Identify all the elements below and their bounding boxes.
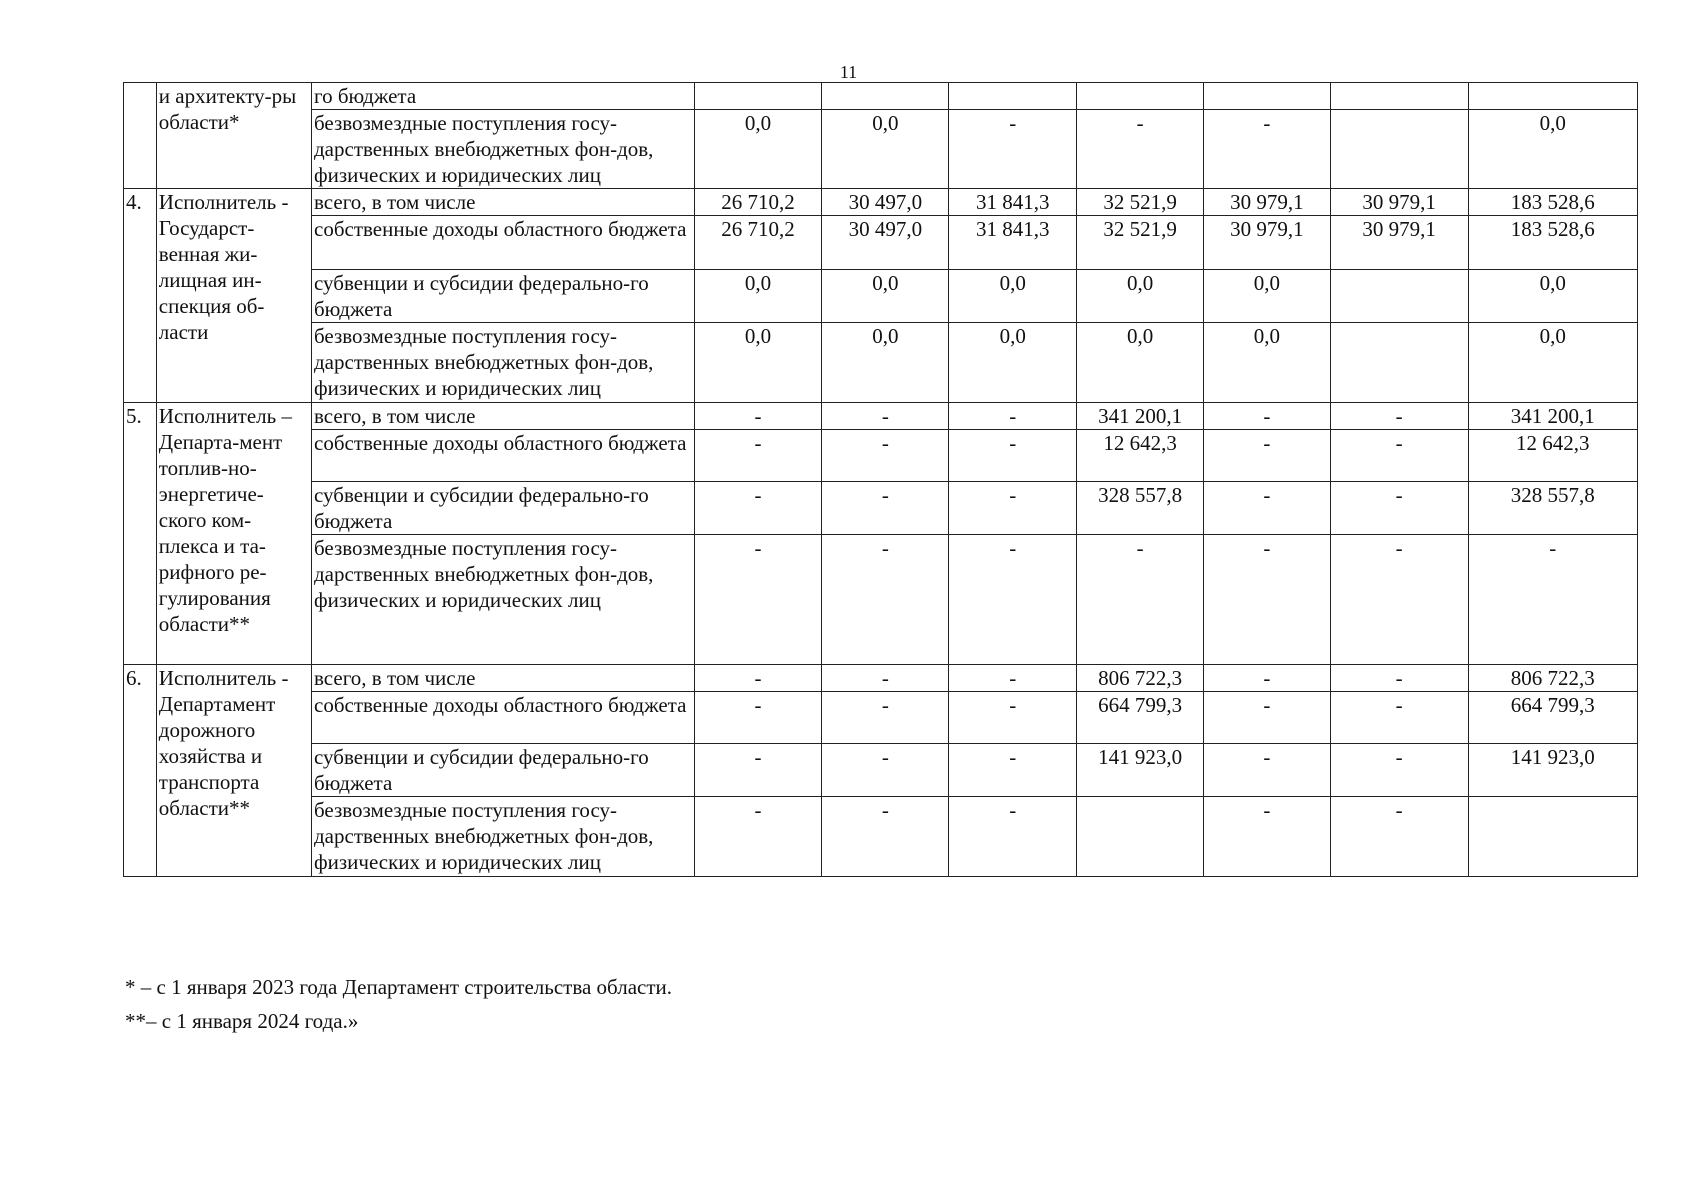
value-cell: - bbox=[949, 797, 1077, 877]
value-cell: - bbox=[949, 535, 1077, 665]
value-cell: - bbox=[1203, 110, 1330, 189]
row-index-cell: 4. bbox=[124, 189, 157, 403]
funding-source-cell: субвенции и субсидии федерально-го бюджета bbox=[312, 270, 695, 323]
value-cell: - bbox=[694, 535, 822, 665]
value-cell: - bbox=[822, 797, 949, 877]
value-cell: - bbox=[1468, 535, 1638, 665]
value-cell: 664 799,3 bbox=[1077, 692, 1204, 744]
table-row bbox=[124, 744, 1638, 797]
value-cell: - bbox=[1330, 482, 1468, 535]
executor-cell: Исполнитель - Департамент дорожного хозяйства и транспорта области** bbox=[156, 665, 311, 877]
value-cell: 12 642,3 bbox=[1077, 430, 1204, 482]
value-cell bbox=[1330, 323, 1468, 403]
value-cell: - bbox=[822, 692, 949, 744]
value-cell: 141 923,0 bbox=[1077, 744, 1204, 797]
table-row bbox=[124, 216, 1638, 270]
value-cell: 0,0 bbox=[822, 110, 949, 189]
value-cell: 0,0 bbox=[822, 270, 949, 323]
budget-table bbox=[123, 82, 1638, 877]
funding-source-cell: безвозмездные поступления госу-дарственных внебюджетных фон-дов, физических и юридических лиц bbox=[312, 110, 695, 189]
value-cell: - bbox=[1077, 110, 1204, 189]
value-cell: 0,0 bbox=[1203, 270, 1330, 323]
value-cell: 806 722,3 bbox=[1077, 665, 1204, 692]
funding-source-cell: всего, в том числе bbox=[312, 403, 695, 430]
value-cell: - bbox=[949, 403, 1077, 430]
value-cell: - bbox=[694, 692, 822, 744]
value-cell: - bbox=[822, 482, 949, 535]
value-cell: 0,0 bbox=[694, 323, 822, 403]
value-cell: - bbox=[1203, 535, 1330, 665]
value-cell: - bbox=[694, 744, 822, 797]
table-row bbox=[124, 482, 1638, 535]
funding-source-cell: безвозмездные поступления госу-дарственных внебюджетных фон-дов, физических и юридических лиц bbox=[312, 535, 695, 665]
value-cell: 31 841,3 bbox=[949, 189, 1077, 216]
value-cell: 341 200,1 bbox=[1468, 403, 1638, 430]
executor-cell: и архитекту-ры области* bbox=[156, 83, 311, 189]
value-cell bbox=[1077, 83, 1204, 110]
value-cell: 183 528,6 bbox=[1468, 216, 1638, 270]
value-cell: - bbox=[1203, 797, 1330, 877]
value-cell: 30 497,0 bbox=[822, 216, 949, 270]
table-row bbox=[124, 270, 1638, 323]
funding-source-cell: собственные доходы областного бюджета bbox=[312, 692, 695, 744]
value-cell: 0,0 bbox=[1077, 323, 1204, 403]
value-cell: - bbox=[1203, 692, 1330, 744]
value-cell: - bbox=[1203, 665, 1330, 692]
row-index-cell: 5. bbox=[124, 403, 157, 665]
value-cell: - bbox=[949, 110, 1077, 189]
value-cell: 30 979,1 bbox=[1330, 189, 1468, 216]
value-cell bbox=[1330, 110, 1468, 189]
value-cell: 328 557,8 bbox=[1077, 482, 1204, 535]
value-cell bbox=[1468, 797, 1638, 877]
value-cell: - bbox=[822, 535, 949, 665]
value-cell bbox=[694, 83, 822, 110]
table-body bbox=[124, 83, 1638, 877]
value-cell: - bbox=[1330, 692, 1468, 744]
table-row bbox=[124, 430, 1638, 482]
value-cell: 12 642,3 bbox=[1468, 430, 1638, 482]
value-cell: - bbox=[949, 482, 1077, 535]
value-cell: 30 497,0 bbox=[822, 189, 949, 216]
executor-cell: Исполнитель – Департа-мент топлив-но-энергетиче-ского ком-плекса и та-рифного ре-гулирования области** bbox=[156, 403, 311, 665]
table-row bbox=[124, 665, 1638, 692]
value-cell: - bbox=[1330, 797, 1468, 877]
row-index-cell bbox=[124, 83, 157, 189]
value-cell: 0,0 bbox=[1077, 270, 1204, 323]
table-row bbox=[124, 692, 1638, 744]
value-cell: - bbox=[1077, 535, 1204, 665]
value-cell: - bbox=[822, 744, 949, 797]
table-row bbox=[124, 189, 1638, 216]
value-cell: - bbox=[949, 665, 1077, 692]
value-cell: 0,0 bbox=[1203, 323, 1330, 403]
funding-source-cell: всего, в том числе bbox=[312, 189, 695, 216]
value-cell: 0,0 bbox=[949, 323, 1077, 403]
value-cell bbox=[822, 83, 949, 110]
value-cell: 31 841,3 bbox=[949, 216, 1077, 270]
value-cell: - bbox=[1330, 744, 1468, 797]
value-cell: - bbox=[694, 482, 822, 535]
value-cell: - bbox=[1203, 744, 1330, 797]
table-row bbox=[124, 83, 1638, 110]
value-cell: - bbox=[822, 665, 949, 692]
table-row bbox=[124, 110, 1638, 189]
value-cell: 0,0 bbox=[1468, 110, 1638, 189]
value-cell: - bbox=[694, 403, 822, 430]
value-cell: 0,0 bbox=[694, 270, 822, 323]
value-cell: 32 521,9 bbox=[1077, 189, 1204, 216]
value-cell: - bbox=[949, 692, 1077, 744]
value-cell: 0,0 bbox=[1468, 270, 1638, 323]
table-row bbox=[124, 797, 1638, 877]
value-cell bbox=[1468, 83, 1638, 110]
value-cell bbox=[1330, 83, 1468, 110]
value-cell: - bbox=[822, 430, 949, 482]
value-cell: 0,0 bbox=[1468, 323, 1638, 403]
table-row bbox=[124, 403, 1638, 430]
page-number: 11 bbox=[839, 62, 858, 82]
value-cell: - bbox=[1203, 482, 1330, 535]
footnote-1: * – с 1 января 2023 года Департамент строительства области. bbox=[125, 975, 672, 999]
funding-source-cell: безвозмездные поступления госу-дарственных внебюджетных фон-дов, физических и юридических лиц bbox=[312, 323, 695, 403]
value-cell: 328 557,8 bbox=[1468, 482, 1638, 535]
value-cell: 0,0 bbox=[949, 270, 1077, 323]
value-cell: - bbox=[694, 665, 822, 692]
funding-source-cell: собственные доходы областного бюджета bbox=[312, 216, 695, 270]
table-row bbox=[124, 323, 1638, 403]
table-row bbox=[124, 535, 1638, 665]
value-cell: 26 710,2 bbox=[694, 216, 822, 270]
value-cell: - bbox=[1330, 403, 1468, 430]
value-cell: - bbox=[1330, 665, 1468, 692]
value-cell: 806 722,3 bbox=[1468, 665, 1638, 692]
value-cell: 141 923,0 bbox=[1468, 744, 1638, 797]
value-cell: 30 979,1 bbox=[1203, 216, 1330, 270]
value-cell: 30 979,1 bbox=[1203, 189, 1330, 216]
funding-source-cell: безвозмездные поступления госу-дарственных внебюджетных фон-дов, физических и юридических лиц bbox=[312, 797, 695, 877]
value-cell: - bbox=[694, 797, 822, 877]
value-cell: 30 979,1 bbox=[1330, 216, 1468, 270]
value-cell bbox=[1077, 797, 1204, 877]
value-cell: 664 799,3 bbox=[1468, 692, 1638, 744]
value-cell: - bbox=[1330, 430, 1468, 482]
value-cell: - bbox=[1330, 535, 1468, 665]
value-cell bbox=[949, 83, 1077, 110]
funding-source-cell: субвенции и субсидии федерально-го бюджета bbox=[312, 744, 695, 797]
funding-source-cell: собственные доходы областного бюджета bbox=[312, 430, 695, 482]
funding-source-cell: всего, в том числе bbox=[312, 665, 695, 692]
value-cell: - bbox=[694, 430, 822, 482]
funding-source-cell: субвенции и субсидии федерально-го бюджета bbox=[312, 482, 695, 535]
value-cell: 183 528,6 bbox=[1468, 189, 1638, 216]
footnotes bbox=[125, 970, 672, 1038]
value-cell: - bbox=[1203, 403, 1330, 430]
row-index-cell: 6. bbox=[124, 665, 157, 877]
executor-cell: Исполнитель - Государст-венная жи-лищная ин-спекция об-ласти bbox=[156, 189, 311, 403]
funding-source-cell: го бюджета bbox=[312, 83, 695, 110]
footnote-2: **– с 1 января 2024 года.» bbox=[125, 1009, 359, 1033]
value-cell: 0,0 bbox=[822, 323, 949, 403]
value-cell: - bbox=[822, 403, 949, 430]
value-cell: 0,0 bbox=[694, 110, 822, 189]
value-cell: - bbox=[1203, 430, 1330, 482]
value-cell: 26 710,2 bbox=[694, 189, 822, 216]
value-cell: 341 200,1 bbox=[1077, 403, 1204, 430]
value-cell: 32 521,9 bbox=[1077, 216, 1204, 270]
value-cell: - bbox=[949, 430, 1077, 482]
value-cell bbox=[1330, 270, 1468, 323]
value-cell bbox=[1203, 83, 1330, 110]
value-cell: - bbox=[949, 744, 1077, 797]
